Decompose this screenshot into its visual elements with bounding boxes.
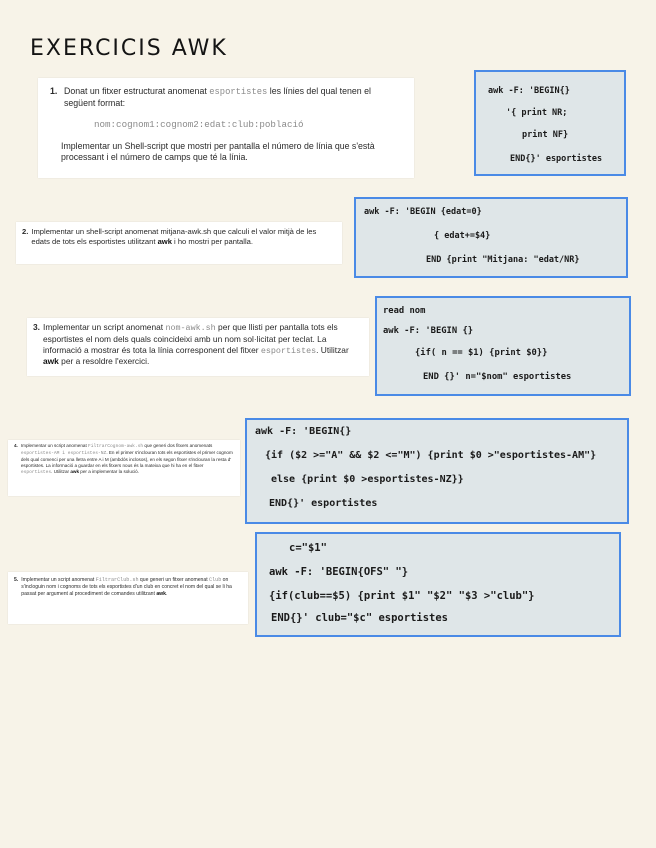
exercise-text: Implementar un script anomenat FiltrarClub.sh que generi un fitxer anomenat Club on s'incloguin nom i cognoms de tots els esportistes d'un club en concret el nom del qual se li ha passat per argument al procediment de comandes utilitzant awk. [21, 577, 232, 597]
code-line: END {}' n="$nom" esportistes [423, 372, 572, 382]
code-line: '{ print NR; [506, 108, 568, 118]
solution-note-1 [474, 70, 626, 176]
code-line: awk -F: 'BEGIN{} [488, 86, 570, 96]
page-title: EXERCICIS AWK [30, 36, 228, 61]
filename: esportistes [260, 345, 317, 356]
exercise-text: Donat un fitxer estructurat anomenat esportistes les línies del qual tenen el següent format: [64, 86, 371, 108]
keyword: awk [70, 469, 80, 475]
exercise-card-3 [27, 318, 369, 376]
code-line: { edat+=$4} [434, 231, 491, 241]
filename: FiltrarCognom-awk.sh [88, 444, 144, 449]
solution-note-2 [354, 197, 628, 278]
code-line: END{}' club="$c" esportistes [271, 612, 449, 624]
exercise-number: 4. [14, 443, 18, 448]
code-line: awk -F: 'BEGIN {} [383, 326, 474, 336]
code-line: END{}' esportistes [269, 498, 378, 509]
keyword: awk [156, 590, 166, 597]
exercise-text: Implementar un shell-script anomenat mitjana-awk.sh que calculi el valor mitjà de les edats de tots els esportistes utilitzant awk i ho mostri per pantalla. [31, 227, 317, 246]
filename: FiltrarClub.sh [95, 577, 139, 583]
code-line: END {print "Mitjana: "edat/NR} [426, 255, 580, 265]
exercise-text: Implementar un Shell-script que mostri per pantalla el número de línia que s'està processant i el número de camps que té la línia. [61, 141, 375, 162]
exercise-card-4 [8, 440, 240, 496]
keyword: awk [43, 356, 59, 367]
exercise-number: 1. [50, 86, 58, 96]
code-line: awk -F: 'BEGIN{OFS" "} [269, 566, 409, 578]
exercise-card-5 [8, 572, 248, 624]
code-line: awk -F: 'BEGIN{} [255, 426, 352, 437]
record-format: nom:cognom1:cognom2:edat:club:població [94, 119, 304, 130]
code-line: {if( n == $1) {print $0}} [415, 348, 548, 358]
exercise-card-1 [38, 78, 414, 178]
solution-note-3 [375, 296, 631, 396]
exercise-number: 5. [14, 577, 19, 583]
code-line: END{}' esportistes [510, 154, 603, 164]
filename: Club [209, 577, 222, 583]
filename: esportistes [20, 470, 52, 476]
keyword: awk [157, 236, 172, 246]
exercise-text: Implementar un script anomenat nom-awk.sh per que llisti per pantalla tots els esportistes el nom dels quals coincideixi amb un nom sol·licitat per teclat. La informació a mostrar és tota la línia corresponent del fitxer esportistes. Utilitzar awk per a resoldre l'exercici. [43, 322, 349, 367]
code-line: {if ($2 >="A" && $2 <="M") {print $0 >"esportistes-AM"} [265, 450, 597, 461]
filename: nom-awk.sh [165, 323, 216, 333]
exercise-number: 3. [33, 322, 40, 332]
code-line: else {print $0 >esportistes-NZ}} [271, 474, 464, 485]
filename: esportistes-AM i esportistes-NZ [20, 451, 107, 457]
solution-note-4 [245, 418, 629, 524]
code-line: print NF} [522, 130, 569, 140]
code-line: awk -F: 'BEGIN {edat=0} [364, 207, 482, 217]
exercise-card-2 [16, 222, 342, 264]
filename: esportistes [209, 87, 268, 97]
solution-note-5 [255, 532, 621, 637]
exercise-number: 2. [22, 227, 29, 236]
code-line: {if(club==$5) {print $1" "$2" "$3 >"club"} [269, 590, 535, 602]
exercise-text: Implementar un script anomenat FiltrarCognom-awk.sh que generi dos fitxers anomenats esportistes-AM i esportistes-NZ. En el primer s'inclouran tots els esportistes el primer cognom dels qual comenci per una lletra entre A i M (ambdós inclosos), en els segon fitxer s'inclouran la resta d' esportistes. La informació a guardar en els fitxers nous és la mateixa que hi ha en el fitxer esportistes. Utilitzar awk per a implementar la solució. [20, 443, 233, 476]
code-line: c="$1" [289, 542, 327, 554]
code-line: read nom [383, 306, 426, 316]
